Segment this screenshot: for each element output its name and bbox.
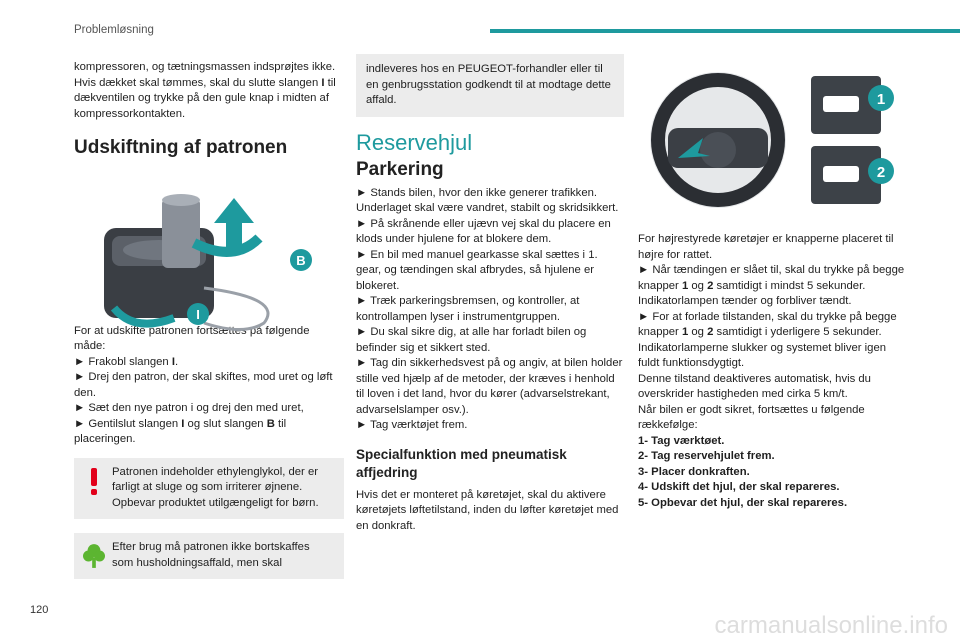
button-label-1: 1 — [876, 91, 886, 108]
eco-note-continued: indleveres hos en PEUGEOT-forhandler eller til en genbrugsstation godkendt til at modtage dette affald. — [356, 54, 624, 117]
parking-bullet: ► Stands bilen, hvor den ikke generer trafikken. Underlaget skal være vandret, stabilt og skridsikkert. — [356, 186, 619, 214]
steering-wheel-illustration — [648, 58, 933, 223]
parking-bullet: ► En bil med manuel gearkasse skal sættes i 1. gear, og tændingen skal afbrydes, så hjulene er blokeret. — [356, 248, 598, 292]
procedure-step: 3- Placer donkraften. — [638, 465, 750, 478]
compressor-illustration — [84, 188, 324, 338]
indicator-on-text: Indikatorlampen tænder og forbliver tændt. — [638, 295, 852, 307]
exclamation-icon — [83, 466, 105, 496]
procedure-step: 4- Udskift det hjul, der skal repareres. — [638, 481, 840, 493]
parking-bullet: ► Træk parkeringsbremsen, og kontroller, at kontrollampen lyser i instrumentgruppen. — [356, 295, 580, 323]
parking-bullet: ► Tag værktøjet frem. — [356, 419, 468, 431]
eco-text: Efter brug må patronen ikke bortskaffes som husholdningsaffald, men skal — [112, 541, 310, 569]
heading-parking: Parkering — [356, 159, 444, 180]
activate-step: ► Når tændingen er slået til, skal du trykke på begge knapper 1 og 2 samtidigt i mindst 5 sekunder. — [638, 264, 905, 292]
tree-icon — [83, 541, 105, 571]
intro-line-2: Hvis dækket skal tømmes, skal du slutte slangen I til dækventilen og trykke på den gule knap i midten af kompressorkontakten. — [74, 76, 336, 120]
section-title-spare-wheel: Reservehjul — [356, 129, 473, 155]
cartridge-step-1: ► Frakobl slangen I. — [74, 355, 179, 368]
indicator-off-text: Indikatorlamperne slukker og systemet bliver igen fuldt funktionsdygtigt. — [638, 341, 887, 369]
auto-deactivate-text: Denne tilstand deaktiveres automatisk, hvis du overskrider hastigheden med cirka 5 km/t. — [638, 372, 871, 400]
special-function-text: Hvis det er monteret på køretøjet, skal du aktivere køretøjets løftetilstand, inden du løfter køretøjet med en donkraft. — [356, 488, 619, 532]
warning-note — [74, 458, 344, 520]
button-label-2: 2 — [876, 164, 886, 181]
procedure-step: 5- Opbevar det hjul, der skal repareres. — [638, 496, 848, 509]
procedure-step: 2- Tag reservehjulet frem. — [638, 450, 775, 462]
deactivate-step: ► For at forlade tilstanden, skal du trykke på begge knapper 1 og 2 samtidigt i yderligere 5 sekunder. — [638, 310, 897, 338]
header-accent-bar — [490, 29, 960, 33]
procedure-steps — [638, 434, 908, 512]
heading-special-function: Specialfunktion med pneumatisk affjedring — [356, 446, 567, 480]
cartridge-step-4: ► Gentilslut slangen I og slut slangen B til placeringen. — [74, 417, 287, 445]
section-heading-cartridge: Udskiftning af patronen — [74, 137, 288, 158]
watermark: carmanualsonline.info — [714, 612, 948, 639]
cartridge-step-3: ► Sæt den nye patron i og drej den med uret, — [74, 402, 304, 414]
page-number: 120 — [30, 604, 49, 616]
warning-text: Patronen indeholder ethylenglykol, der er farligt at sluge og som irriterer øjnene. Opbevar produktet utilgængeligt for børn. — [112, 465, 319, 509]
procedure-step: 1- Tag værktøet. — [638, 434, 725, 447]
parking-bullet: ► På skrånende eller ujævn vej skal du placere en klods under hjulene for at blokere dem. — [356, 217, 611, 245]
label-i: I — [196, 307, 200, 322]
column-3 — [638, 232, 908, 511]
parking-bullet: ► Du skal sikre dig, at alle har forladt bilen og befinder sig et sikkert sted. — [356, 326, 587, 354]
column-2 — [356, 54, 624, 534]
intro-line-1: kompressoren, og tætningsmassen indsprøjtes ikke. — [74, 61, 336, 73]
parking-bullet: ► Tag din sikkerhedsvest på og angiv, at bilen holder stille ved hjælp af de metoder, der kræves i henhold til loven i det land, hvor du kører (advarselstrekant, advarselslamper osv.). — [356, 357, 623, 416]
eco-note — [74, 533, 344, 579]
cartridge-intro: For at udskifte patronen fortsættes på følgende måde: — [74, 324, 310, 352]
cartridge-step-2: ► Drej den patron, der skal skiftes, mod uret og løft den. — [74, 371, 333, 399]
sequence-intro: Når bilen er godt sikret, fortsættes u følgende rækkefølge: — [638, 403, 865, 431]
running-header: Problemløsning — [74, 24, 154, 36]
rhd-note: For højrestyrede køretøjer er knapperne placeret til højre for rattet. — [638, 233, 894, 261]
label-b: B — [296, 253, 306, 268]
